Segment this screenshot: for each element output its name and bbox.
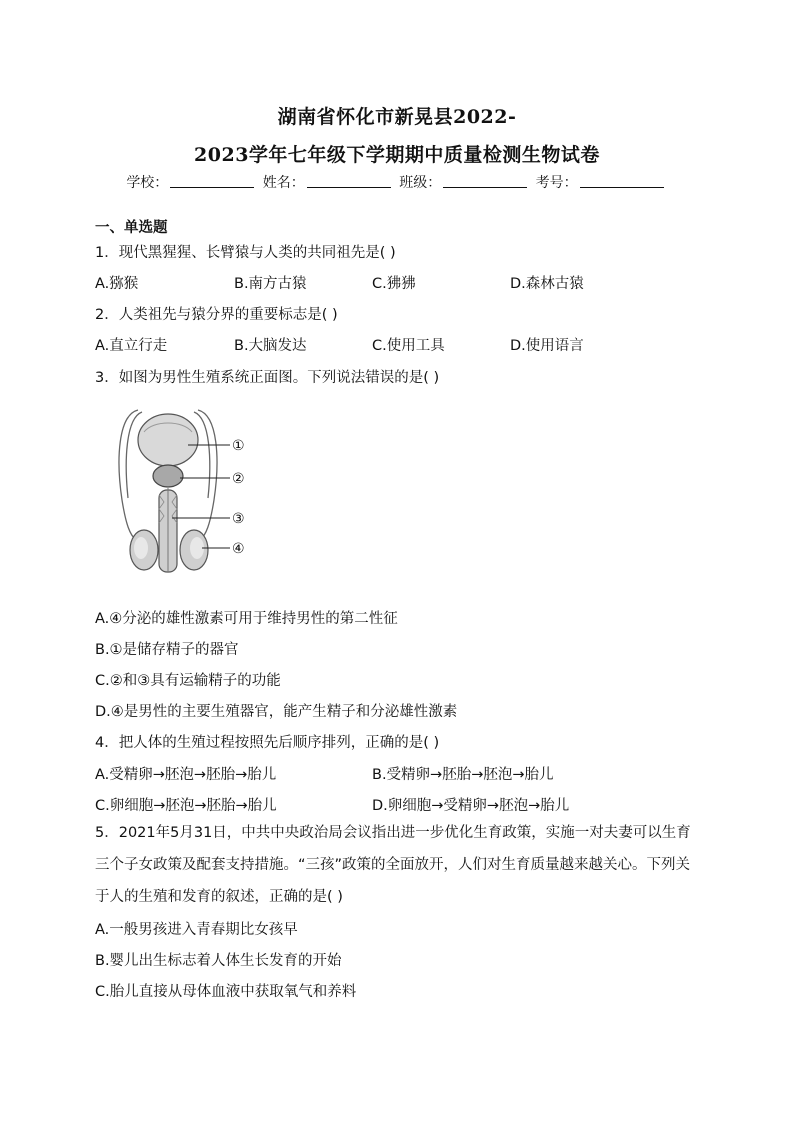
q2-option-a[interactable]: A.直立行走 — [95, 338, 168, 354]
q2-option-b[interactable]: B.大脑发达 — [234, 338, 307, 354]
number-label: 考号： — [535, 175, 578, 191]
q4-option-c[interactable]: C.卵细胞→胚泡→胚胎→胎儿 — [95, 798, 277, 814]
q4-option-a[interactable]: A.受精卵→胚泡→胚胎→胎儿 — [95, 767, 277, 783]
q1-option-c[interactable]: C.狒狒 — [372, 276, 416, 292]
student-info-row — [0, 172, 794, 192]
male-reproductive-system-figure — [108, 400, 268, 580]
figure-label-1: ① — [232, 438, 245, 454]
q1-option-b[interactable]: B.南方古猿 — [234, 276, 307, 292]
exam-title-line2: 2023学年七年级下学期期中质量检测生物试卷 — [194, 144, 600, 166]
class-blank[interactable] — [443, 174, 527, 188]
q1-option-d[interactable]: D.森林古猿 — [510, 276, 584, 292]
q4-option-b[interactable]: B.受精卵→胚胎→胚泡→胎儿 — [372, 767, 554, 783]
q2-option-c[interactable]: C.使用工具 — [372, 338, 445, 354]
q2-option-d[interactable]: D.使用语言 — [510, 338, 584, 354]
q4-option-d[interactable]: D.卵细胞→受精卵→胚泡→胎儿 — [372, 798, 570, 814]
school-blank[interactable] — [170, 174, 254, 188]
q5-option-c[interactable]: C.胎儿直接从母体血液中获取氧气和养料 — [95, 984, 357, 1000]
question-5-stem: 5．2021年5月31日，中共中央政治局会议指出进一步优化生育政策，实施一对夫妻可以生育三个子女政策及配套支持措施。“三孩”政策的全面放开，人们对生育质量越来越关心。下列关于人的生殖和发育的叙述，正确的是( ) — [95, 825, 691, 905]
class-label: 班级： — [399, 175, 442, 191]
name-blank[interactable] — [307, 174, 391, 188]
question-4-stem: 4．把人体的生殖过程按照先后顺序排列，正确的是( ) — [95, 735, 440, 751]
figure-label-2: ② — [232, 471, 245, 487]
figure-label-4: ④ — [232, 541, 245, 557]
q3-option-a[interactable]: A.④分泌的雄性激素可用于维持男性的第二性征 — [95, 611, 398, 627]
section-heading: 一、单选题 — [95, 220, 168, 236]
q3-option-d[interactable]: D.④是男性的主要生殖器官，能产生精子和分泌雄性激素 — [95, 704, 458, 720]
q5-option-b[interactable]: B.婴儿出生标志着人体生长发育的开始 — [95, 953, 342, 969]
q3-option-b[interactable]: B.①是储存精子的器官 — [95, 642, 239, 658]
q1-option-a[interactable]: A.猕猴 — [95, 276, 139, 292]
bladder-shape — [138, 414, 198, 466]
q3-option-c[interactable]: C.②和③具有运输精子的功能 — [95, 673, 281, 689]
figure-label-3: ③ — [232, 511, 245, 527]
school-label: 学校： — [126, 175, 169, 191]
prostate-shape — [153, 465, 183, 487]
q5-option-a[interactable]: A.一般男孩进入青春期比女孩早 — [95, 922, 298, 938]
exam-title-line1: 湖南省怀化市新晃县2022- — [277, 106, 517, 128]
number-blank[interactable] — [580, 174, 664, 188]
name-label: 姓名： — [262, 175, 305, 191]
question-3-stem: 3．如图为男性生殖系统正面图。下列说法错误的是( ) — [95, 370, 440, 386]
question-1-stem: 1．现代黑猩猩、长臂猿与人类的共同祖先是( ) — [95, 245, 396, 261]
question-2-stem: 2．人类祖先与猿分界的重要标志是( ) — [95, 307, 338, 323]
